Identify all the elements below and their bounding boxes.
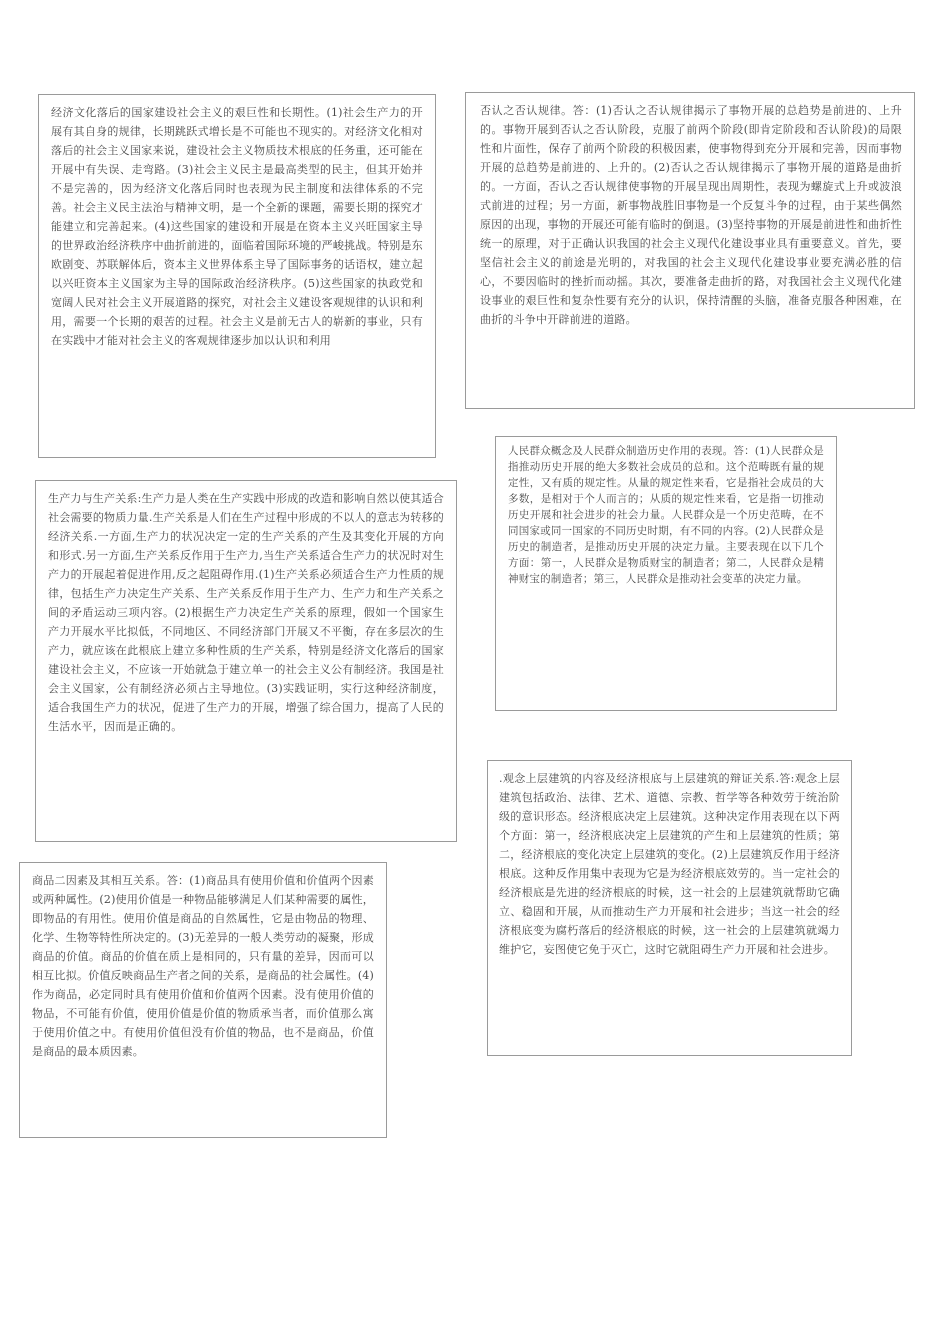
card-text: 商品二因素及其相互关系。答：(1)商品具有使用价值和价值两个因素或两种属性。(2)使用价值是一种物品能够满足人们某种需要的属性，即物品的有用性。使用价值是商品的自然属性，它是由物品的物理、化学、生物等特性所决定的。(3)无差异的一般人类劳动的凝聚，形成商品的价值。商品的价值在质上是相同的，只有量的差异，因而可以相互比拟。价值反映商品生产者之间的关系，是商品的社会属性。(4)作为商品，必定同时具有使用价值和价值两个因素。没有使用价值的物品，不可能有价值，使用价值是价值的物质承当者，而价值那么寓于使用价值之中。有使用价值但没有价值的物品，也不是商品，价值是商品的最本质因素。 <box>32 874 374 1058</box>
text-card-superstructure <box>487 760 852 1056</box>
card-text: 人民群众概念及人民群众制造历史作用的表现。答：(1)人民群众是指推动历史开展的绝大多数社会成员的总和。这个范畴既有量的规定性，又有质的规定性。从量的规定性来看，它是指社会成员的大多数，是相对于个人而言的；从质的规定性来看，它是指一切推动历史开展和社会进步的社会力量。人民群众是一个历史范畴，在不同国家或同一国家的不同历史时期，有不同的内容。(2)人民群众是历史的制造者，是推动历史开展的决定力量。主要表现在以下几个方面：第一，人民群众是物质财宝的制造者；第二，人民群众是精神财宝的制造者；第三，人民群众是推动社会变革的决定力量。 <box>508 445 824 585</box>
card-text: .观念上层建筑的内容及经济根底与上层建筑的辩证关系.答:观念上层建筑包括政治、法律、艺术、道德、宗教、哲学等各种效劳于统治阶级的意识形态。经济根底决定上层建筑。这种决定作用表现在以下两个方面：第一，经济根底决定上层建筑的产生和上层建筑的性质；第二，经济根底的变化决定上层建筑的变化。(2)上层建筑反作用于经济根底。这种反作用集中表现为它是为经济根底效劳的。当一定社会的经济根底是先进的经济根底的时候，这一社会的上层建筑就帮助它确立、稳固和开展，从而推动生产力开展和社会进步；当这一社会的经济根底变为腐朽落后的经济根底的时候，这一社会的上层建筑就竭力维护它，妄图使它免于灭亡，这时它就阻碍生产力开展和社会进步。 <box>499 772 840 956</box>
text-card-negation-of-negation <box>465 92 915 409</box>
card-text: 生产力与生产关系:生产力是人类在生产实践中形成的改造和影响自然以使其适合社会需要的物质力量.生产关系是人们在生产过程中形成的不以人的意志为转移的经济关系.一方面,生产力的状况决定一定的生产关系的产生及其变化开展的方向和形式.另一方面,生产关系反作用于生产力,当生产关系适合生产力的状况时对生产力的开展起着促进作用,反之起阻碍作用.(1)生产关系必须适合生产力性质的规律，包括生产力决定生产关系、生产关系反作用于生产力、生产力和生产关系之间的矛盾运动三项内容。(2)根据生产力决定生产关系的原理，假如一个国家生产力开展水平比拟低，不同地区、不同经济部门开展又不平衡，存在多层次的生产力，就应该在此根底上建立多种性质的生产关系，特别是经济文化落后的国家建设社会主义，不应该一开始就急于建立单一的社会主义公有制经济。我国是社会主义国家，公有制经济必须占主导地位。(3)实践证明，实行这种经济制度，适合我国生产力的状况，促进了生产力的开展，增强了综合国力，提高了人民的生活水平，因而是正确的。 <box>48 492 444 733</box>
card-text: 经济文化落后的国家建设社会主义的艰巨性和长期性。(1)社会生产力的开展有其自身的规律，长期跳跃式增长是不可能也不现实的。对经济文化相对落后的社会主义国家来说，建设社会主义物质技术根底的任务重，还可能在开展中有失误、走弯路。(3)社会主义民主是最高类型的民主，但其开始并不是完善的，因为经济文化落后同时也表现为民主制度和法律体系的不完善。社会主义民主法治与精神文明，是一个全新的课题，需要长期的探究才能建立和完善起来。(4)这些国家的建设和开展是在资本主义兴旺国家主导的世界政治经济秩序中曲折前进的，面临着国际环境的严峻挑战。特别是东欧剧变、苏联解体后，资本主义世界体系主导了国际事务的话语权，建立起以兴旺资本主义国家为主导的国际政治经济秩序。(5)这些国家的执政党和宽阔人民对社会主义开展道路的探究，对社会主义建设客观规律的认识和利用，需要一个长期的艰苦的过程。社会主义是前无古人的崭新的事业，只有在实践中才能对社会主义的客观规律逐步加以认识和利用 <box>51 106 423 347</box>
card-text: 否认之否认规律。答：(1)否认之否认规律揭示了事物开展的总趋势是前进的、上升的。事物开展到否认之否认阶段，克服了前两个阶段(即肯定阶段和否认阶段)的局限性和片面性，保存了前两个阶段的积极因素，使事物得到充分开展和完善，因而事物开展的总趋势是前进的、上升的。(2)否认之否认规律揭示了事物开展的道路是曲折的。一方面，否认之否认规律使事物的开展呈现出周期性，表现为螺旋式上升或波浪式前进的过程；另一方面，新事物战胜旧事物是一个反复斗争的过程，由于某些偶然原因的出现，事物的开展还可能有临时的倒退。(3)坚持事物的开展是前进性和曲折性统一的原理，对于正确认识我国的社会主义现代化建设事业具有重要意义。首先，要坚信社会主义的前途是光明的，对我国的社会主义现代化建设事业要充满必胜的信心，不要因临时的挫折而动摇。其次，要准备走曲折的路，对我国社会主义现代化建设事业的艰巨性和复杂性要有充分的认识，保持清醒的头脑，准备克服各种困难，在曲折的斗争中开辟前进的道路。 <box>480 104 902 326</box>
text-card-commodity-factors <box>19 862 387 1138</box>
text-card-socialism-difficulty <box>38 94 436 458</box>
text-card-productive-forces <box>35 480 457 842</box>
text-card-masses <box>495 436 837 711</box>
